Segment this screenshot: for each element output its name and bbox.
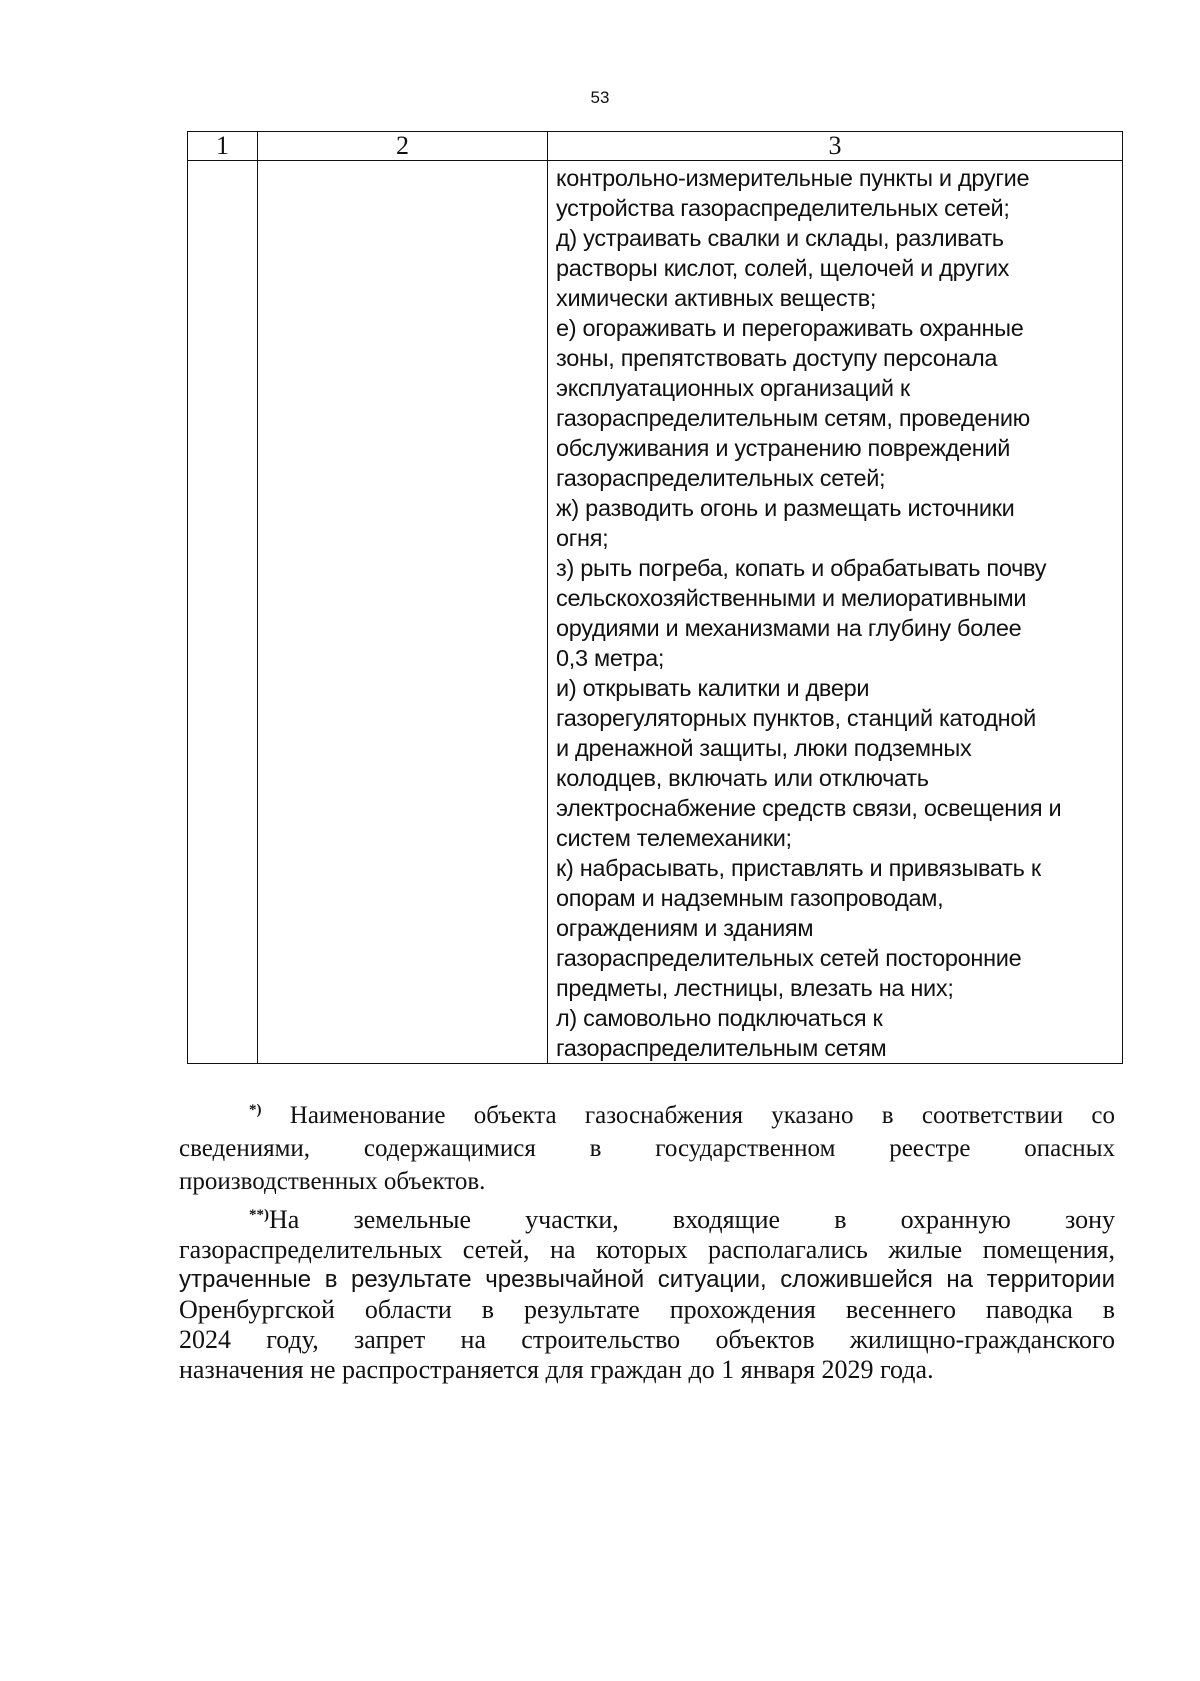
restrictions-table <box>187 131 1123 1064</box>
table-header-col-3: 3 <box>548 132 1123 161</box>
footnote-1-line: *) Наименование объекта газоснабжения указано в соответствии со <box>249 1102 1115 1129</box>
table-header-col-2: 2 <box>258 132 548 161</box>
restriction-line: эксплуатационных организаций к <box>556 375 910 401</box>
restriction-line: колодцев, включать или отключать <box>556 765 929 791</box>
restrictions-text <box>548 161 1122 1063</box>
restriction-line: и дренажной защиты, люки подземных <box>556 735 972 761</box>
footnote-2-line: **)На земельные участки, входящие в охранную зону <box>249 1205 1115 1234</box>
restriction-line: растворы кислот, солей, щелочей и других <box>556 255 1010 281</box>
restriction-line: д) устраивать свалки и склады, разливать <box>556 225 1004 251</box>
restriction-line: газораспределительных сетей посторонние <box>556 945 1022 971</box>
restriction-line: контрольно-измерительные пункты и другие <box>556 165 1030 191</box>
footnote-2-line: назначения не распространяется для граждан до 1 января 2029 года. <box>179 1355 934 1384</box>
restriction-line: огня; <box>556 525 609 551</box>
restriction-line: з) рыть погреба, копать и обрабатывать почву <box>556 555 1047 581</box>
footnote-2 <box>179 1200 1115 1385</box>
restriction-line: газораспределительных сетей; <box>556 465 886 491</box>
footnote-2-line: Оренбургской области в результате прохождения весеннего паводка в <box>179 1295 1115 1324</box>
table-header-row <box>188 132 1123 161</box>
restriction-line: ограждениям и зданиям <box>556 915 814 941</box>
restriction-line: электроснабжение средств связи, освещения и <box>556 795 1062 821</box>
table-row <box>188 161 1123 1064</box>
restriction-line: л) самовольно подключаться к <box>556 1005 883 1031</box>
restriction-line: предметы, лестницы, влезать на них; <box>556 975 954 1001</box>
footnote-2-line: утраченные в результате чрезвычайной ситуации, сложившейся на территории <box>179 1266 1115 1293</box>
restriction-line: 0,3 метра; <box>556 645 665 671</box>
restriction-line: обслуживания и устранению повреждений <box>556 435 1011 461</box>
footnote-1-line: производственных объектов. <box>179 1168 486 1195</box>
restriction-line: газораспределительным сетям, проведению <box>556 405 1031 431</box>
table-cell-col-1 <box>188 161 258 1064</box>
restriction-line: зоны, препятствовать доступу персонала <box>556 345 998 371</box>
footnote-1-mark: *) <box>249 1102 262 1118</box>
footnote-2-line: 2024 году, запрет на строительство объектов жилищно-гражданского <box>179 1325 1115 1354</box>
restriction-line: е) огораживать и перегораживать охранные <box>556 315 1024 341</box>
restriction-line: опорам и надземным газопроводам, <box>556 885 944 911</box>
restriction-line: устройства газораспределительных сетей; <box>556 195 1010 221</box>
restriction-line: к) набрасывать, приставлять и привязывать к <box>556 855 1041 881</box>
page-number: 53 <box>590 88 610 107</box>
restriction-line: газорегуляторных пунктов, станций катодной <box>556 705 1036 731</box>
table-cell-col-3 <box>548 161 1123 1064</box>
footnote-1 <box>179 1094 1115 1198</box>
restriction-line: химически активных веществ; <box>556 285 877 311</box>
footnote-1-line: сведениями, содержащимися в государственном реестре опасных <box>179 1135 1115 1162</box>
restriction-line: газораспределительным сетям <box>556 1035 887 1061</box>
restriction-line: сельскохозяйственными и мелиоративными <box>556 585 1027 611</box>
footnote-2-mark: **) <box>249 1207 269 1223</box>
table-header-col-1: 1 <box>188 132 258 161</box>
footnote-2-line: газораспределительных сетей, на которых располагались жилые помещения, <box>179 1235 1115 1264</box>
restriction-line: систем телемеханики; <box>556 825 792 851</box>
restriction-line: и) открывать калитки и двери <box>556 675 870 701</box>
footnotes <box>179 1094 1115 1385</box>
restriction-line: орудиями и механизмами на глубину более <box>556 615 1022 641</box>
table-cell-col-2 <box>258 161 548 1064</box>
restriction-line: ж) разводить огонь и размещать источники <box>556 495 1015 521</box>
